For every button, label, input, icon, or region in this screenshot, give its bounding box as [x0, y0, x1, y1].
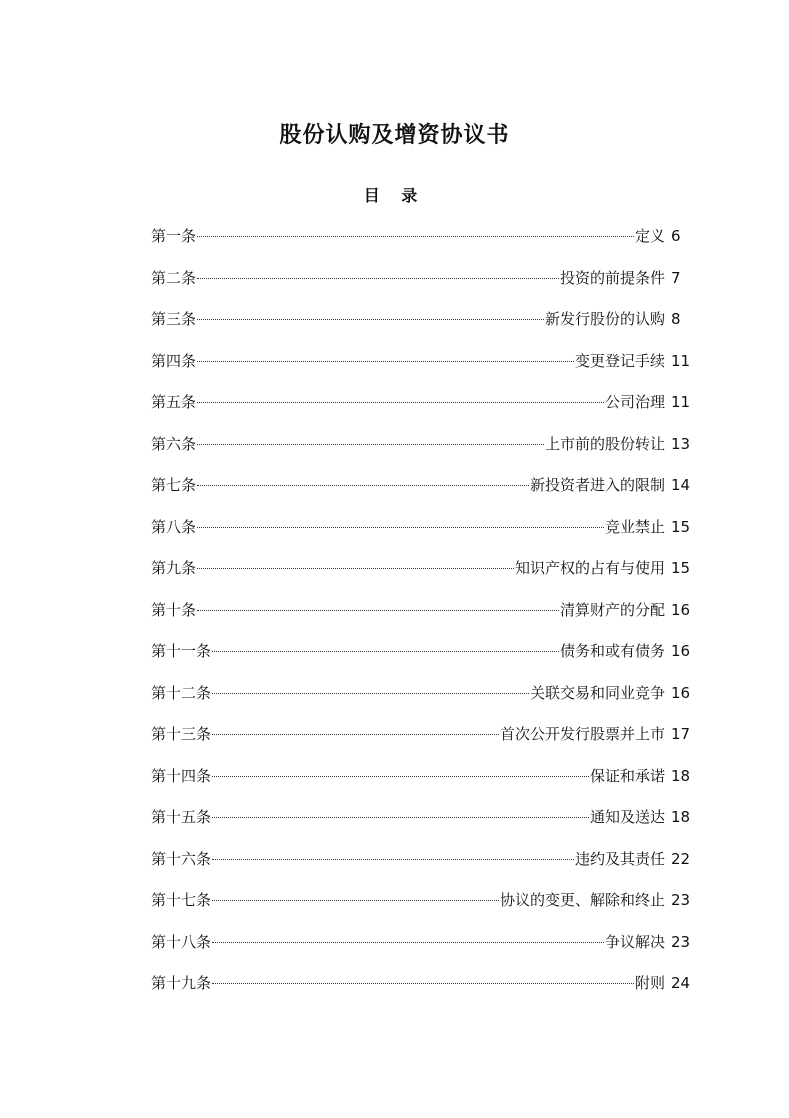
toc-entry-number: 第十一条: [151, 642, 212, 660]
toc-dot-leader: [197, 527, 604, 528]
toc-entry-number: 第五条: [151, 393, 197, 411]
toc-heading: 目 录: [363, 186, 426, 205]
toc-dot-leader: [212, 651, 559, 652]
toc-entry-page-number: 16: [671, 600, 691, 619]
toc-entry[interactable]: [151, 928, 697, 970]
toc-dot-leader: [197, 610, 559, 611]
toc-entry-title: 新发行股份的认购: [544, 310, 665, 328]
toc-entry-number: 第三条: [151, 310, 197, 328]
toc-entry-title: 争议解决: [604, 932, 665, 951]
toc-entry[interactable]: [151, 388, 697, 430]
toc-entry-number: 第七条: [151, 476, 197, 494]
toc-entry[interactable]: [151, 845, 697, 887]
toc-entry-number: 第十条: [151, 600, 197, 619]
toc-entry[interactable]: [151, 803, 697, 845]
toc-dot-leader: [212, 776, 589, 777]
toc-entry[interactable]: [151, 637, 697, 679]
toc-entry[interactable]: [151, 886, 697, 928]
toc-entry-number: 第一条: [151, 227, 197, 245]
toc-entry-page-number: 18: [671, 766, 691, 785]
toc-entry-page-number: 24: [671, 974, 691, 992]
toc-entry-page-number: 23: [671, 932, 691, 951]
toc-entry[interactable]: [151, 762, 697, 804]
toc-entry-number: 第十二条: [151, 683, 212, 702]
toc-entry[interactable]: [151, 554, 697, 596]
toc-entry-page-number: 11: [671, 351, 691, 370]
toc-entry[interactable]: [151, 264, 697, 306]
toc-dot-leader: [212, 817, 589, 818]
toc-entry[interactable]: [151, 513, 697, 555]
toc-entry-number: 第六条: [151, 434, 197, 453]
toc-dot-leader: [212, 942, 604, 943]
toc-dot-leader: [212, 900, 499, 901]
toc-entry-page-number: 13: [671, 434, 691, 453]
toc-entry-number: 第十七条: [151, 891, 212, 909]
document-title: 股份认购及增资协议书: [279, 122, 510, 148]
toc-dot-leader: [197, 568, 514, 569]
toc-entry-page-number: 6: [671, 227, 681, 245]
toc-entry-page-number: 23: [671, 891, 691, 909]
toc-entry-page-number: 16: [671, 642, 691, 660]
toc-entry-page-number: 14: [671, 476, 691, 494]
toc-entry-number: 第十八条: [151, 932, 212, 951]
toc-entry-page-number: 7: [671, 268, 681, 287]
toc-entry-number: 第十六条: [151, 849, 212, 868]
toc-entry[interactable]: [151, 471, 697, 513]
toc-entry-number: 第二条: [151, 268, 197, 287]
toc-dot-leader: [197, 444, 544, 445]
toc-entry-number: 第十五条: [151, 808, 212, 826]
toc-entry-title: 知识产权的占有与使用: [514, 559, 665, 577]
toc-entry[interactable]: [151, 222, 697, 264]
toc-entry-title: 关联交易和同业竞争: [529, 683, 665, 702]
toc-entry-title: 新投资者进入的限制: [529, 476, 665, 494]
toc-entry[interactable]: [151, 679, 697, 721]
toc-entry-title: 违约及其责任: [574, 849, 665, 868]
toc-dot-leader: [212, 859, 574, 860]
toc-dot-leader: [197, 485, 529, 486]
toc-dot-leader: [197, 319, 544, 320]
toc-dot-leader: [197, 278, 559, 279]
toc-entry-title: 首次公开发行股票并上市: [499, 725, 665, 743]
toc-entry-number: 第十四条: [151, 766, 212, 785]
toc-dot-leader: [212, 983, 634, 984]
toc-entry[interactable]: [151, 596, 697, 638]
toc-entry-title: 上市前的股份转让: [544, 434, 665, 453]
toc-entry[interactable]: [151, 969, 697, 1011]
toc-entry-page-number: 17: [671, 725, 691, 743]
toc-entry-page-number: 18: [671, 808, 691, 826]
toc-entry[interactable]: [151, 347, 697, 389]
toc-entry-title: 变更登记手续: [574, 351, 665, 370]
toc-entry-page-number: 15: [671, 517, 691, 536]
toc-entry-title: 协议的变更、解除和终止: [499, 891, 665, 909]
toc-entry-title: 附则: [634, 974, 665, 992]
toc-entry-title: 公司治理: [604, 393, 665, 411]
toc-entry[interactable]: [151, 430, 697, 472]
toc-entry-page-number: 11: [671, 393, 691, 411]
toc-entry-number: 第十三条: [151, 725, 212, 743]
toc-entry-title: 竞业禁止: [604, 517, 665, 536]
toc-entry-title: 投资的前提条件: [559, 268, 665, 287]
toc-entry-number: 第十九条: [151, 974, 212, 992]
toc-dot-leader: [212, 734, 499, 735]
toc-dot-leader: [197, 402, 604, 403]
toc-entry-number: 第八条: [151, 517, 197, 536]
toc-entry-title: 保证和承诺: [589, 766, 665, 785]
toc-entry-page-number: 16: [671, 683, 691, 702]
toc-entry-page-number: 8: [671, 310, 681, 328]
toc-entry-title: 债务和或有债务: [559, 642, 665, 660]
toc-entry-title: 通知及送达: [589, 808, 665, 826]
toc-dot-leader: [197, 361, 574, 362]
toc-entry-title: 定义: [634, 227, 665, 245]
toc-entry-number: 第四条: [151, 351, 197, 370]
toc-entry[interactable]: [151, 305, 697, 347]
toc-entry-page-number: 22: [671, 849, 691, 868]
toc-dot-leader: [212, 693, 529, 694]
table-of-contents: [151, 222, 697, 1011]
toc-entry[interactable]: [151, 720, 697, 762]
toc-entry-number: 第九条: [151, 559, 197, 577]
toc-entry-page-number: 15: [671, 559, 691, 577]
toc-entry-title: 清算财产的分配: [559, 600, 665, 619]
toc-dot-leader: [197, 236, 634, 237]
